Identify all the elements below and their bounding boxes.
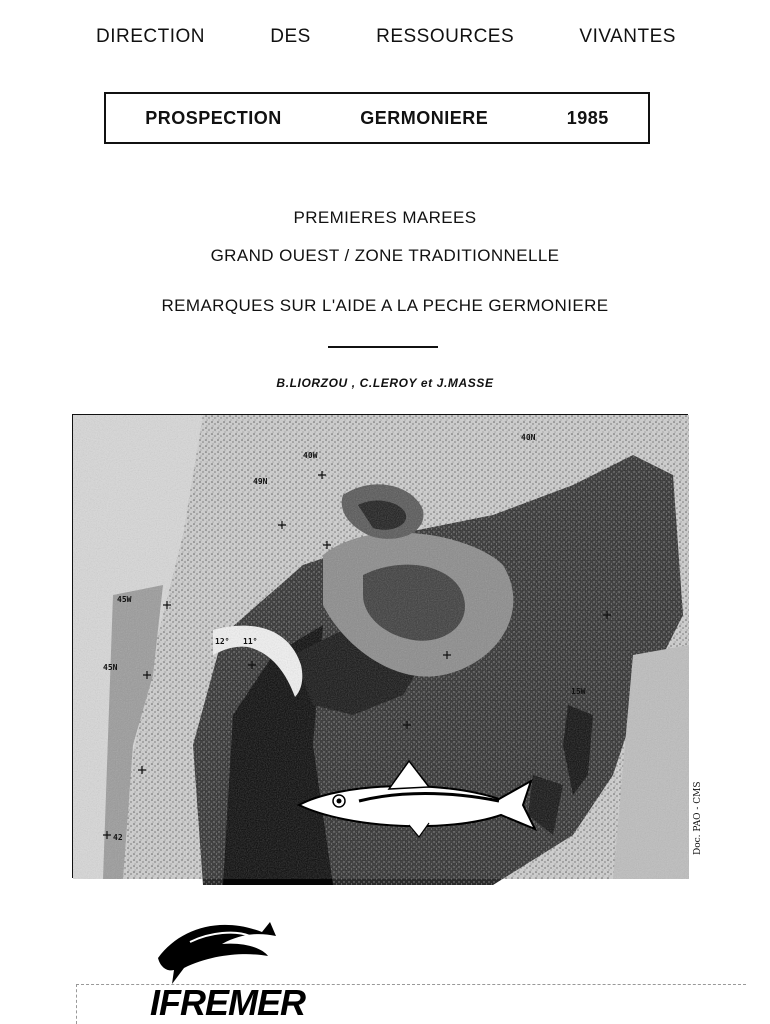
footer-rule-left <box>76 984 78 1024</box>
ifremer-logo-text: IFREMER <box>150 982 305 1023</box>
satellite-image <box>72 414 703 878</box>
map-label-40w: 40W <box>303 451 318 460</box>
title-box <box>104 92 650 144</box>
subtitle-grand-ouest: GRAND OUEST / ZONE TRADITIONNELLE <box>210 246 560 265</box>
map-label-42: 42 <box>113 833 123 842</box>
map-label-45w: 45W <box>117 595 132 604</box>
title-prospection: PROSPECTION <box>145 107 282 128</box>
authors: B.LIORZOU , C.LEROY et J.MASSE <box>276 376 494 390</box>
map-label-40n: 40N <box>521 433 536 442</box>
subtitle-remarques: REMARQUES SUR L'AIDE A LA PECHE GERMONIERE <box>161 296 609 315</box>
map-label-11: 11° <box>243 637 258 646</box>
map-label-49n: 49N <box>253 477 268 486</box>
ifremer-logo-icon <box>150 908 290 988</box>
satellite-image-graphic <box>73 415 689 879</box>
header-word-ressources: RESSOURCES <box>376 26 515 47</box>
title-germoniere: GERMONIERE <box>360 107 489 128</box>
divider <box>328 346 438 348</box>
header <box>96 26 676 48</box>
header-word-des: DES <box>270 26 311 47</box>
image-credit: Doc. PAO - CMS <box>693 781 703 855</box>
map-label-45n: 45N <box>103 663 118 672</box>
header-word-vivantes: VIVANTES <box>579 26 676 47</box>
header-word-direction: DIRECTION <box>96 26 205 47</box>
title-year: 1985 <box>566 107 609 128</box>
map-label-12: 12° <box>215 637 230 646</box>
map-label-15w: 15W <box>571 687 586 696</box>
subtitle-premieres-marees: PREMIERES MAREES <box>293 208 477 227</box>
